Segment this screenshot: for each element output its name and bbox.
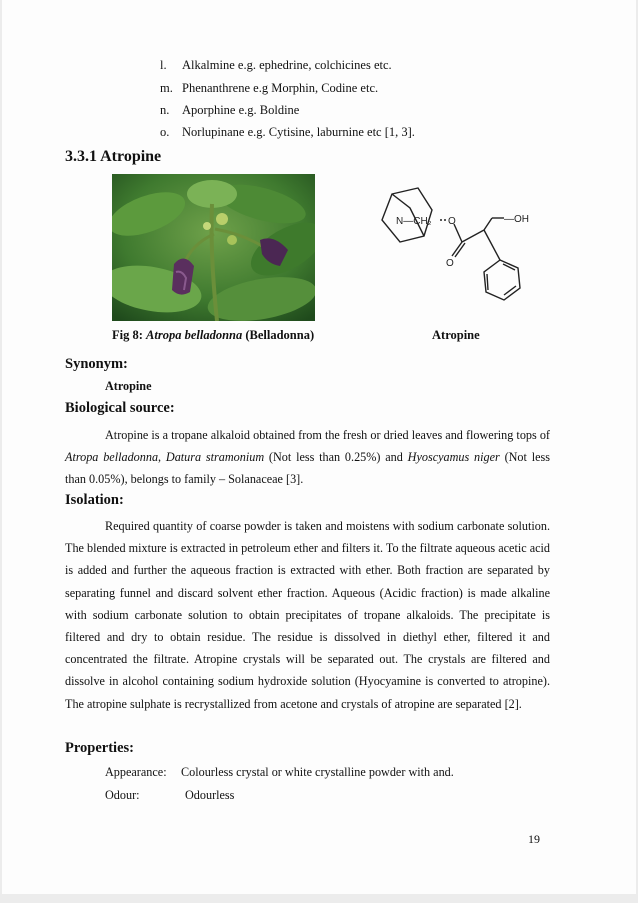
- properties-heading: Properties:: [65, 740, 134, 756]
- list-item-m: m. Phenanthrene e.g Morphin, Codine etc.: [160, 81, 379, 95]
- atropine-structure: [374, 180, 534, 315]
- appearance-value: Colourless crystal or white crystalline powder with and.: [181, 765, 454, 779]
- svg-text:O: O: [448, 216, 456, 227]
- biological-source-text: Atropine is a tropane alkaloid obtained from the fresh or dried leaves and flowering tops of Atropa belladonna, Datura stramonium (Not less than 0.25%) and Hyoscyamus niger (Not less than 0.05%), belongs to family – Solanaceae [3].: [65, 428, 550, 487]
- appearance-label: Appearance:: [105, 765, 167, 779]
- structure-caption: Atropine: [432, 328, 480, 342]
- isolation-text: Required quantity of coarse powder is taken and moistens with sodium carbonate solution. The blended mixture is extracted in petroleum ether and filters it. To the filtrate aqueous acetic acid is added and further the aqueous fraction is extracted with ether. Both fraction are separated by separating funnel and discard solvent ether fraction. Aqueous (Acidic fraction) is made alkaline with sodium carbonate solution to obtain precipitates of tropane alkaloids. The precipitate is filtered and dry to obtain residue. The residue is dissolved in diethyl ether, filtered it and concentrated the filtrate. Atropine crystals will be separated out. The crystals are filtered and dissolve in alcohol containing sodium hydroxide solution (Hyocyamine is converted to atropine). The atropine sulphate is recrystallized from acetone and crystals of atropine are separated [2].: [65, 519, 550, 711]
- svg-text:—OH: —OH: [504, 214, 529, 225]
- list-item-n: n. Aporphine e.g. Boldine: [160, 103, 300, 117]
- section-title: 3.3.1 Atropine: [65, 148, 162, 165]
- biological-source-heading: Biological source:: [65, 400, 175, 416]
- page-number: 19: [528, 832, 540, 846]
- belladonna-photo: [112, 174, 315, 321]
- odour-value: Odourless: [185, 788, 235, 802]
- list-item-l: l. Alkalmine e.g. ephedrine, colchicines etc.: [160, 58, 392, 72]
- document-page: [2, 0, 636, 894]
- list-item-o: o. Norlupinane e.g. Cytisine, laburnine etc [1, 3].: [160, 125, 415, 139]
- svg-text:N—CH₂: N—CH₂: [396, 216, 432, 227]
- synonym-heading: Synonym:: [65, 356, 128, 372]
- synonym-value: Atropine: [105, 379, 152, 393]
- odour-label: Odour:: [105, 788, 140, 802]
- isolation-heading: Isolation:: [65, 492, 124, 508]
- figure-caption: Fig 8: Atropa belladonna (Belladonna): [112, 328, 315, 342]
- svg-text:O: O: [446, 258, 454, 269]
